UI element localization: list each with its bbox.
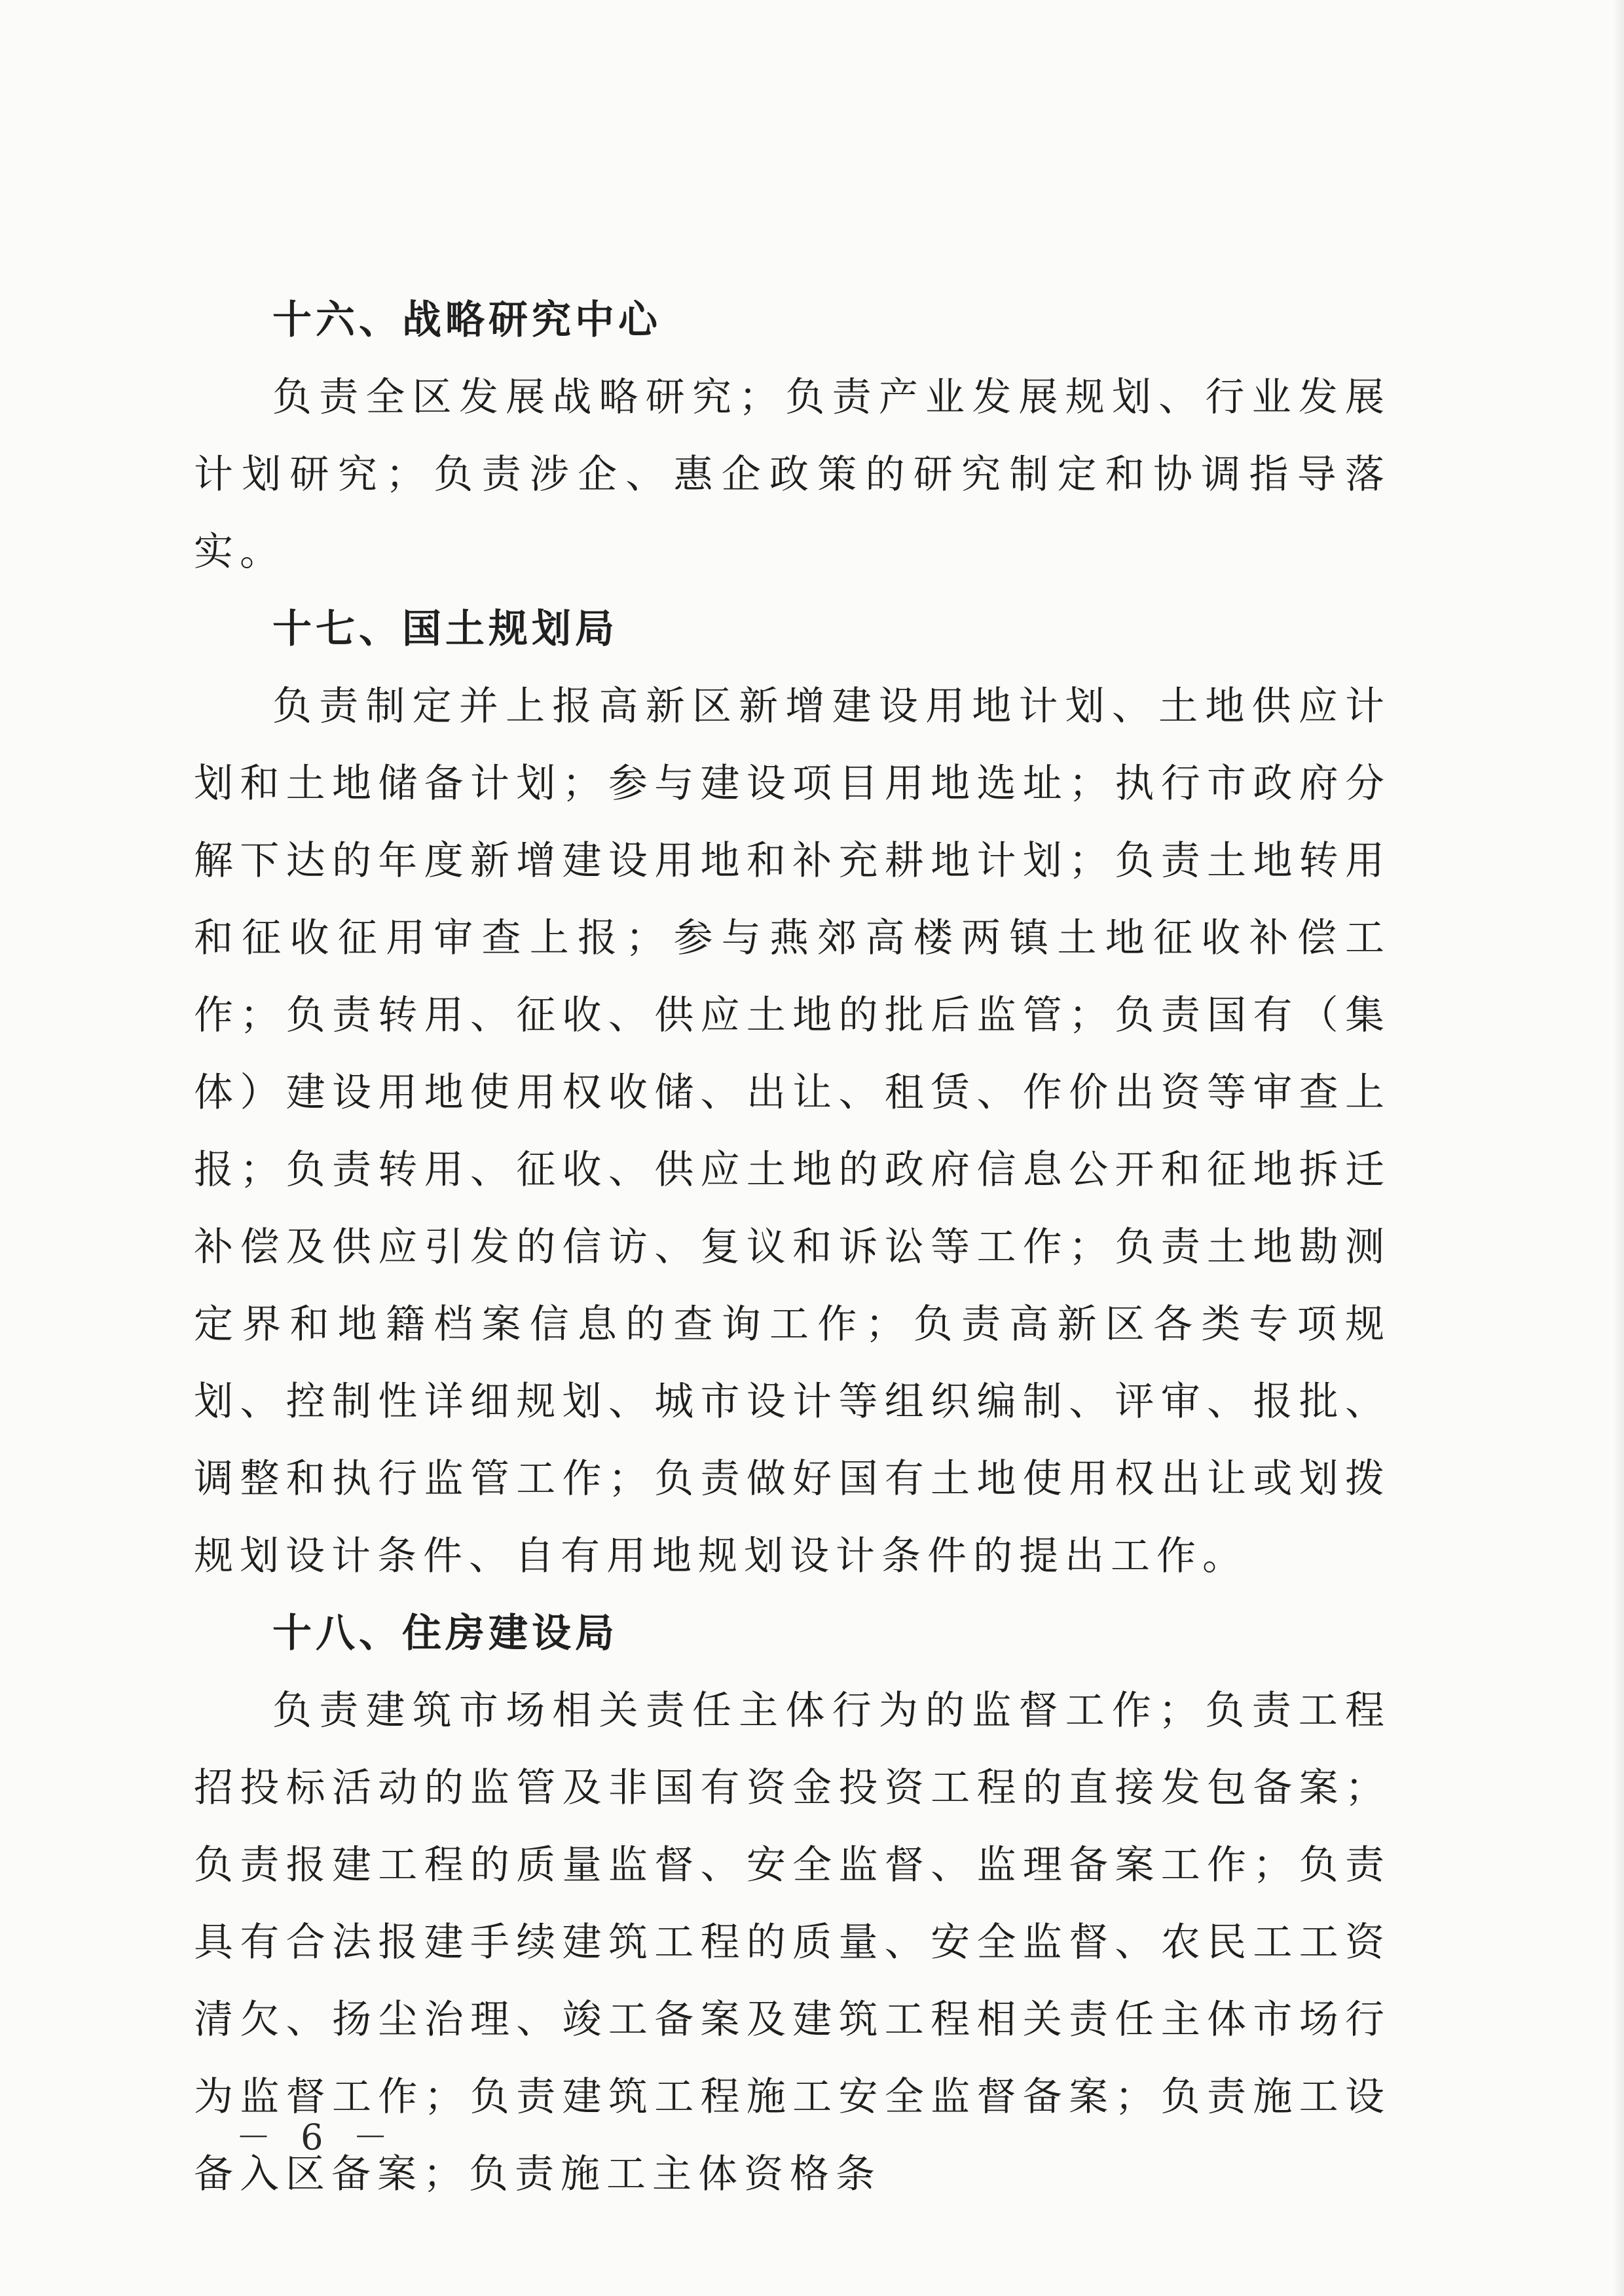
page-number: － 6 － <box>236 2117 397 2158</box>
section-body-strategy-center: 负责全区发展战略研究；负责产业发展规划、行业发展计划研究；负责涉企、惠企政策的研究制定和协调指导落实。 <box>194 374 1391 575</box>
section-body-housing-construction-bureau: 负责建筑市场相关责任主体行为的监督工作；负责工程招投标活动的监管及非国有资金投资工程的直接发包备案；负责报建工程的质量监督、安全监督、监理备案工作；负责具有合法报建手续建筑工程的质量、安全监督、农民工工资清欠、扬尘治理、竣工备案及建筑工程相关责任主体市场行为监督工作；负责建筑工程施工安全监督备案；负责施工设备入区备案；负责施工主体资格条 <box>194 1688 1391 2197</box>
scan-edge-shadow <box>1612 0 1624 2296</box>
section-body-land-planning-bureau: 负责制定并上报高新区新增建设用地计划、土地供应计划和土地储备计划；参与建设项目用地选址；执行市政府分解下达的年度新增建设用地和补充耕地计划；负责土地转用和征收征用审查上报；参与燕郊高楼两镇土地征收补偿工作；负责转用、征收、供应土地的批后监管；负责国有（集体）建设用地使用权收储、出让、租赁、作价出资等审查上报；负责转用、征收、供应土地的政府信息公开和征地拆迁补偿及供应引发的信访、复议和诉讼等工作；负责土地勘测定界和地籍档案信息的查询工作；负责高新区各类专项规划、控制性详细规划、城市设计等组织编制、评审、报批、调整和执行监管工作；负责做好国有土地使用权出让或划拨规划设计条件、自有用地规划设计条件的提出工作。 <box>194 683 1391 1579</box>
section-heading-housing-construction-bureau: 十八、住房建设局 <box>272 1611 618 1656</box>
document-content <box>194 282 1391 2213</box>
section-heading-land-planning-bureau: 十七、国土规划局 <box>272 606 618 652</box>
section-heading-strategy-center: 十六、战略研究中心 <box>272 297 661 343</box>
